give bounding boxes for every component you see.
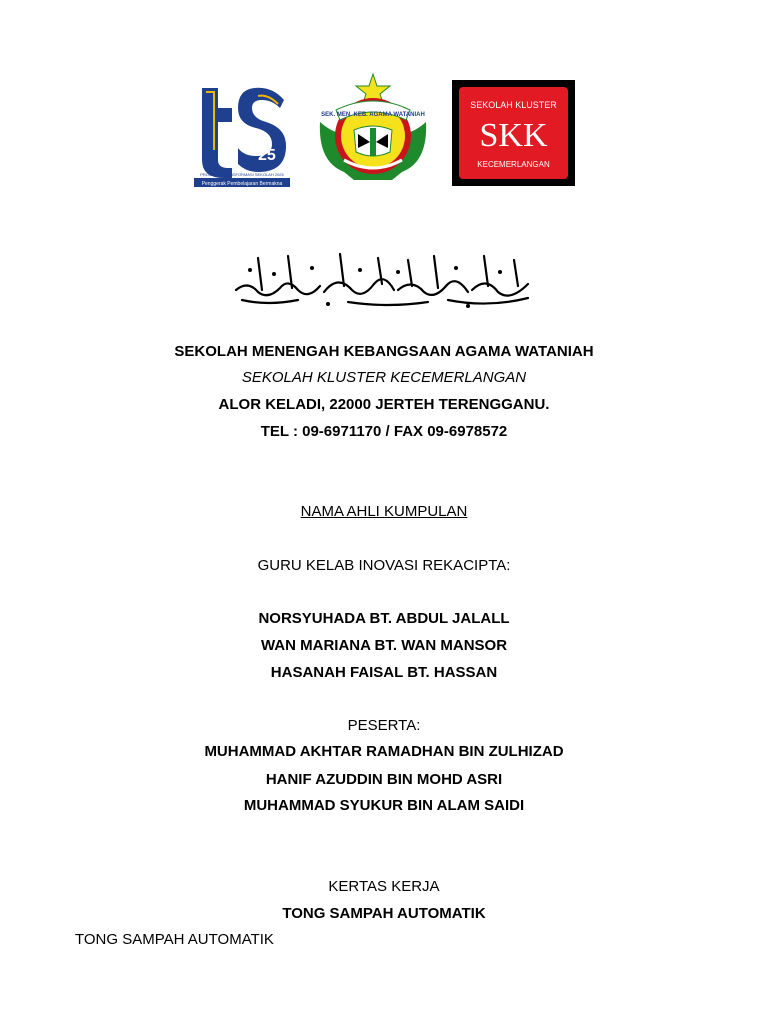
- paper-type-label: KERTAS KERJA: [328, 878, 440, 895]
- teacher-name: NORSYUHADA BT. ABDUL JALALL: [258, 610, 510, 627]
- skk-badge: [459, 87, 568, 179]
- teachers-label: GURU KELAB INOVASI REKACIPTA:: [257, 557, 511, 574]
- teacher-name: WAN MARIANA BT. WAN MANSOR: [260, 637, 508, 654]
- school-address: ALOR KELADI, 22000 JERTEH TERENGGANU.: [218, 396, 550, 413]
- skk-top-text: SEKOLAH KLUSTER: [470, 100, 557, 110]
- ts25-logo: [192, 80, 292, 188]
- members-heading-text: NAMA AHLI KUMPULAN: [300, 503, 468, 520]
- skk-bottom-text: KECEMERLANGAN: [477, 160, 550, 169]
- skk-logo: [452, 80, 575, 186]
- logo-row: [0, 80, 768, 188]
- crest-text: SEK. MEN. KEB. AGAMA WATANIAH: [321, 112, 425, 118]
- footer-text: TONG SAMPAH AUTOMATIK: [75, 931, 274, 948]
- participants-label: PESERTA:: [347, 717, 421, 734]
- ts25-caption: PROGRAM TRANSFORMASI SEKOLAH 2025: [200, 172, 284, 177]
- participant-name: MUHAMMAD SYUKUR BIN ALAM SAIDI: [243, 797, 525, 814]
- school-crest-logo: [314, 72, 432, 188]
- skk-main-text: SKK: [479, 117, 548, 154]
- participant-name: HANIF AZUDDIN BIN MOHD ASRI: [265, 771, 503, 788]
- participant-name: MUHAMMAD AKHTAR RAMADHAN BIN ZULHIZAD: [204, 743, 564, 760]
- school-contact: TEL : 09-6971170 / FAX 09-6978572: [260, 423, 508, 440]
- paper-title: TONG SAMPAH AUTOMATIK: [282, 905, 486, 922]
- ts25-number: 25: [258, 147, 276, 164]
- members-heading: [0, 503, 768, 520]
- teacher-name: HASANAH FAISAL BT. HASSAN: [270, 664, 498, 681]
- cluster-subtitle: SEKOLAH KLUSTER KECEMERLANGAN: [241, 369, 527, 386]
- arabic-calligraphy-image: [228, 250, 540, 310]
- school-name: SEKOLAH MENENGAH KEBANGSAAN AGAMA WATANIAH: [174, 343, 594, 360]
- ts25-tagline: Penggerak Pembelajaran Bermakna: [201, 181, 283, 187]
